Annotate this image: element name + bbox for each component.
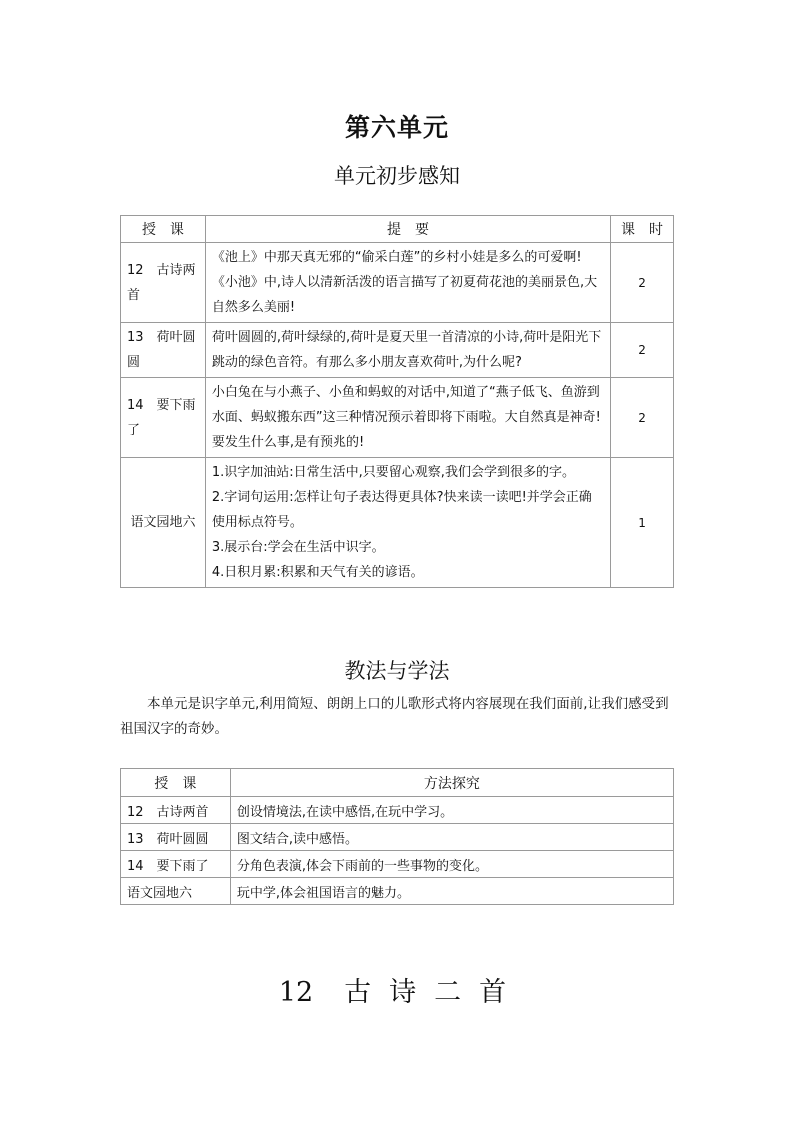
hours-cell: 2 bbox=[611, 323, 674, 378]
methods-intro-paragraph: 本单元是识字单元,利用简短、朗朗上口的儿歌形式将内容展现在我们面前,让我们感受到祖国汉字的奇妙。 bbox=[120, 696, 669, 737]
summary-line: 荷叶圆圆的,荷叶绿绿的,荷叶是夏天里一首清凉的小诗,荷叶是阳光下跳动的绿色音符。有那么多小朋友喜欢荷叶,为什么呢? bbox=[211, 330, 602, 370]
table-header-row bbox=[121, 769, 674, 797]
lesson-cell: 12 古诗两首 bbox=[121, 797, 231, 824]
lesson-title-char: 诗 bbox=[389, 977, 417, 1008]
lesson-cell: 12 古诗两首 bbox=[121, 243, 206, 323]
column-header-lesson: 授 课 bbox=[121, 769, 231, 797]
summary-line: 1.识字加油站:日常生活中,只要留心观察,我们会学到很多的字。 bbox=[211, 465, 575, 480]
column-header-summary: 提 要 bbox=[205, 216, 610, 243]
lesson-cell: 13 荷叶圆圆 bbox=[121, 824, 231, 851]
summary-line: 4.日积月累:积累和天气有关的谚语。 bbox=[211, 565, 424, 580]
summary-line: 2.字词句运用:怎样让句子表达得更具体?快来读一读吧!并学会正确使用标点符号。 bbox=[211, 490, 592, 530]
section-heading-perception: 单元初步感知 bbox=[334, 164, 460, 188]
summary-cell bbox=[205, 378, 610, 458]
column-header-hours: 课 时 bbox=[611, 216, 674, 243]
summary-cell bbox=[205, 323, 610, 378]
hours-cell: 1 bbox=[611, 458, 674, 588]
hours-cell: 2 bbox=[611, 378, 674, 458]
lesson-cell: 14 要下雨了 bbox=[121, 378, 206, 458]
method-cell: 创设情境法,在读中感悟,在玩中学习。 bbox=[230, 797, 673, 824]
table-row bbox=[121, 878, 674, 905]
table-row bbox=[121, 851, 674, 878]
perception-table bbox=[120, 215, 674, 588]
table-header-row bbox=[121, 216, 674, 243]
summary-line: 《小池》中,诗人以清新活泼的语言描写了初夏荷花池的美丽景色,大自然多么美丽! bbox=[211, 275, 598, 315]
section-heading-methods: 教法与学法 bbox=[344, 659, 450, 683]
table-row bbox=[121, 378, 674, 458]
method-cell: 玩中学,体会祖国语言的魅力。 bbox=[230, 878, 673, 905]
summary-line: 3.展示台:学会在生活中识字。 bbox=[211, 540, 385, 555]
table-row bbox=[121, 797, 674, 824]
lesson-heading bbox=[0, 970, 794, 1009]
lesson-title-char: 二 bbox=[434, 977, 462, 1008]
methods-table bbox=[120, 768, 674, 905]
lesson-cell: 语文园地六 bbox=[121, 878, 231, 905]
summary-line: 《池上》中那天真无邪的“偷采白莲”的乡村小娃是多么的可爱啊! bbox=[211, 250, 582, 265]
lesson-title-char: 首 bbox=[479, 977, 507, 1008]
lesson-cell: 14 要下雨了 bbox=[121, 851, 231, 878]
column-header-lesson: 授 课 bbox=[121, 216, 206, 243]
table-row bbox=[121, 824, 674, 851]
lesson-cell: 13 荷叶圆圆 bbox=[121, 323, 206, 378]
table-row bbox=[121, 323, 674, 378]
hours-cell: 2 bbox=[611, 243, 674, 323]
table-row bbox=[121, 243, 674, 323]
column-header-method: 方法探究 bbox=[230, 769, 673, 797]
page-title: 第六单元 bbox=[344, 113, 449, 142]
summary-cell bbox=[205, 458, 610, 588]
lesson-cell: 语文园地六 bbox=[121, 458, 206, 588]
summary-cell bbox=[205, 243, 610, 323]
summary-line: 小白兔在与小燕子、小鱼和蚂蚁的对话中,知道了“燕子低飞、鱼游到水面、蚂蚁搬东西”这三种情况预示着即将下雨啦。大自然真是神奇!要发生什么事,是有预兆的! bbox=[211, 385, 601, 450]
table-row bbox=[121, 458, 674, 588]
lesson-number: 12 bbox=[278, 977, 314, 1008]
method-cell: 分角色表演,体会下雨前的一些事物的变化。 bbox=[230, 851, 673, 878]
method-cell: 图文结合,读中感悟。 bbox=[230, 824, 673, 851]
lesson-title-char: 古 bbox=[344, 977, 372, 1008]
